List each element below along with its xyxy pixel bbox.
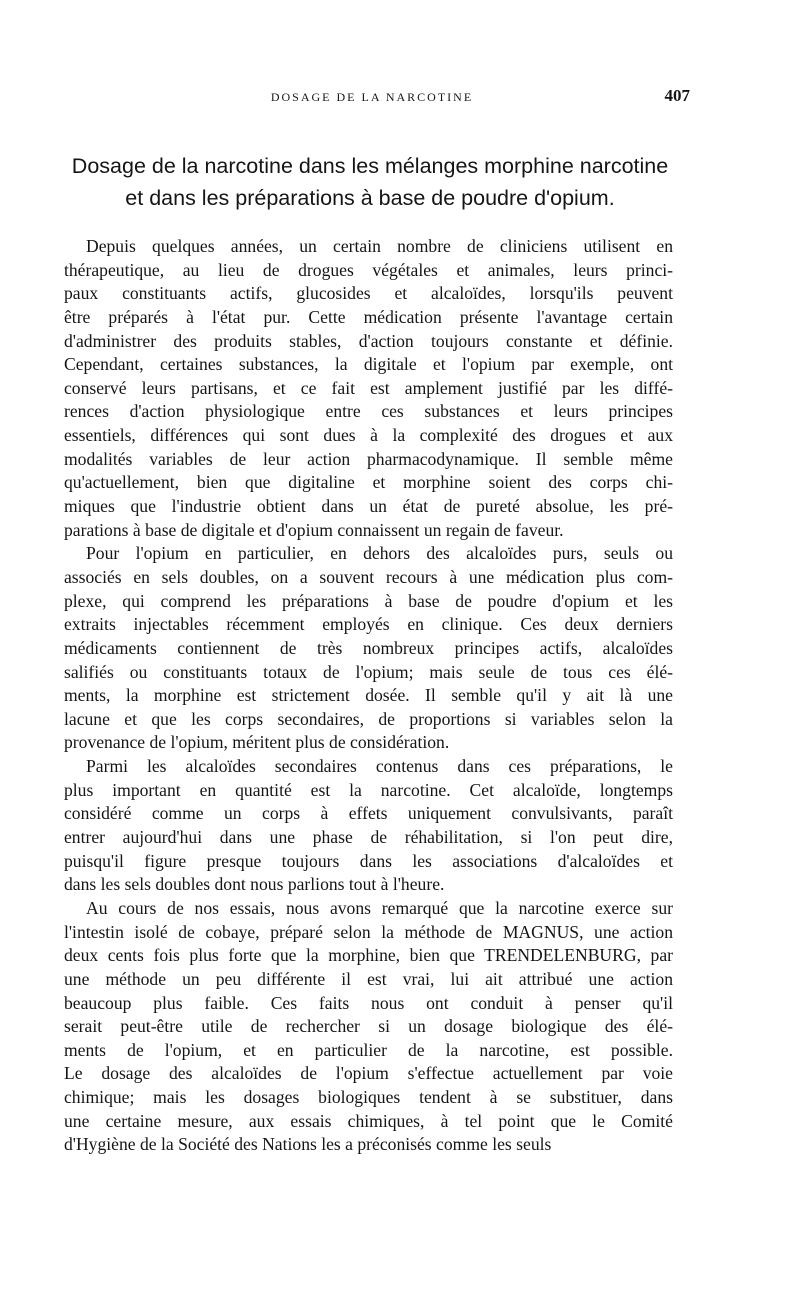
text-line: Le dosage des alcaloïdes de l'opium s'effectue actuellement par voie: [64, 1063, 673, 1084]
text-line: entrer aujourd'hui dans une phase de réhabilitation, si l'on peut dire,: [64, 827, 673, 848]
article-body: [64, 235, 673, 1157]
text-line: plexe, qui comprend les préparations à base de poudre d'opium et les: [64, 590, 673, 611]
text-line: provenance de l'opium, méritent plus de considération.: [64, 732, 450, 753]
text-line: Cependant, certaines substances, la digitale et l'opium par exemple, ont: [64, 354, 673, 375]
title-line: Dosage de la narcotine dans les mélanges morphine narcotine: [71, 154, 669, 178]
title-line: et dans les préparations à base de poudre d'opium.: [125, 186, 615, 210]
text-line: rences d'action physiologique entre ces substances et leurs principes: [64, 401, 673, 422]
text-line: salifiés ou constituants totaux de l'opium; mais seule de tous ces élé-: [64, 661, 673, 682]
paragraph: [64, 755, 673, 897]
text-line: parations à base de digitale et d'opium connaissent un regain de faveur.: [64, 519, 564, 540]
text-line: dans les sels doubles dont nous parlions tout à l'heure.: [64, 874, 445, 895]
text-line: serait peut-être utile de rechercher si un dosage biologique des élé-: [64, 1016, 673, 1037]
text-line: paux constituants actifs, glucosides et alcaloïdes, lorsqu'ils peuvent: [64, 283, 673, 304]
text-line: une méthode un peu différente il est vrai, lui ait attribué une action: [64, 968, 673, 989]
text-line: Au cours de nos essais, nous avons remarqué que la narcotine exerce sur: [86, 897, 673, 918]
text-line: d'administrer des produits stables, d'action toujours constante et définie.: [64, 330, 673, 351]
text-line: associés en sels doubles, on a souvent recours à une médication plus com-: [64, 566, 673, 587]
running-header: [62, 86, 690, 108]
paragraph: [64, 897, 673, 1157]
text-line: Depuis quelques années, un certain nombre de cliniciens utilisent en: [86, 236, 673, 256]
text-line: modalités variables de leur action pharmacodynamique. Il semble même: [64, 448, 673, 469]
running-title: DOSAGE DE LA NARCOTINE: [270, 90, 474, 104]
text-line: Pour l'opium en particulier, en dehors des alcaloïdes purs, seuls ou: [86, 543, 673, 564]
paragraph: [64, 235, 673, 542]
text-line: être préparés à l'état pur. Cette médication présente l'avantage certain: [64, 306, 673, 327]
text-line: une certaine mesure, aux essais chimiques, à tel point que le Comité: [64, 1110, 673, 1131]
text-line: chimique; mais les dosages biologiques tendent à se substituer, dans: [64, 1087, 673, 1108]
text-line: extraits injectables récemment employés en clinique. Ces deux derniers: [64, 614, 673, 635]
page-number: 407: [664, 86, 690, 105]
text-line: miques que l'industrie obtient dans un état de pureté absolue, les pré-: [64, 496, 673, 517]
text-line: médicaments contiennent de très nombreux principes actifs, alcaloïdes: [64, 637, 673, 658]
text-line: l'intestin isolé de cobaye, préparé selon la méthode de MAGNUS, une action: [64, 921, 673, 942]
text-line: plus important en quantité est la narcotine. Cet alcaloïde, longtemps: [64, 779, 673, 800]
text-line: beaucoup plus faible. Ces faits nous ont conduit à penser qu'il: [64, 992, 673, 1013]
text-line: Parmi les alcaloïdes secondaires contenus dans ces préparations, le: [86, 756, 673, 777]
text-line: conservé leurs partisans, et ce fait est amplement justifié par les diffé-: [64, 377, 673, 398]
text-line: considéré comme un corps à effets uniquement convulsivants, paraît: [64, 803, 673, 824]
text-line: lacune et que les corps secondaires, de proportions si variables selon la: [64, 708, 673, 729]
article-title: [55, 150, 685, 214]
paragraph: [64, 542, 673, 755]
text-line: d'Hygiène de la Société des Nations les a préconisés comme les seuls: [64, 1134, 552, 1155]
text-line: puisqu'il figure presque toujours dans les associations d'alcaloïdes et: [64, 850, 673, 871]
text-line: ments de l'opium, et en particulier de la narcotine, est possible.: [64, 1039, 673, 1060]
text-line: deux cents fois plus forte que la morphine, bien que TRENDELENBURG, par: [64, 945, 673, 966]
text-line: essentiels, différences qui sont dues à la complexité des drogues et aux: [64, 425, 673, 446]
text-line: qu'actuellement, bien que digitaline et morphine soient des corps chi-: [64, 472, 673, 493]
text-line: ments, la morphine est strictement dosée. Il semble qu'il y ait là une: [64, 685, 673, 706]
text-line: thérapeutique, au lieu de drogues végétales et animales, leurs princi-: [64, 259, 673, 280]
